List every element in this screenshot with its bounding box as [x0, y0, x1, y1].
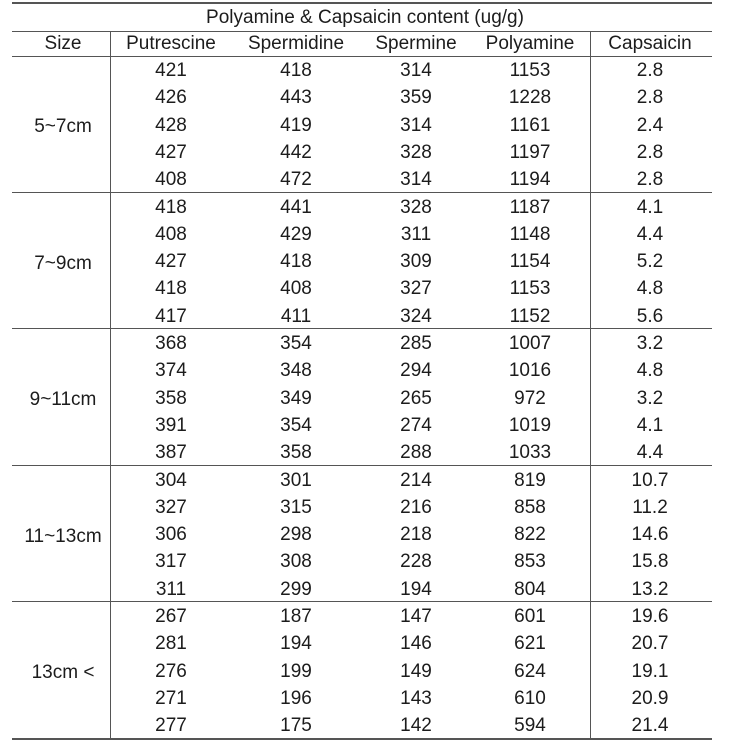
- table-cell: 11.2: [632, 496, 668, 518]
- table-cell: 328: [400, 141, 432, 163]
- table-cell: 5.2: [636, 251, 664, 273]
- table-cell: 143: [400, 687, 432, 709]
- column-divider: [590, 31, 591, 738]
- column-header-spermine: Spermine: [375, 33, 457, 54]
- table-cell: 804: [514, 578, 546, 600]
- table-cell: 142: [400, 715, 432, 737]
- table-cell: 359: [400, 87, 432, 109]
- table-cell: 274: [400, 414, 432, 436]
- table-rule: [12, 31, 712, 32]
- table-cell: 368: [155, 333, 187, 354]
- table-cell: 429: [280, 223, 312, 245]
- table-cell: 822: [514, 524, 546, 546]
- table-cell: 194: [280, 633, 312, 655]
- table-cell: 147: [400, 606, 432, 627]
- table-cell: 819: [514, 469, 546, 491]
- table-cell: 442: [280, 141, 312, 163]
- table-cell: 4.4: [636, 223, 664, 245]
- table-rule: [12, 738, 712, 740]
- table-rule: [12, 328, 712, 329]
- table-cell: 1154: [509, 251, 551, 273]
- table-cell: 19.1: [631, 660, 669, 682]
- column-header-size: Size: [44, 33, 82, 54]
- table-cell: 3.2: [636, 333, 664, 354]
- table-cell: 408: [155, 169, 187, 191]
- table-cell: 309: [400, 251, 432, 273]
- table-cell: 418: [280, 60, 312, 81]
- size-group-label: 11~13cm: [24, 525, 102, 547]
- table-cell: 4.8: [636, 360, 664, 382]
- table-cell: 20.7: [631, 633, 669, 655]
- table-cell: 601: [514, 606, 546, 627]
- column-header-putrescine: Putrescine: [126, 33, 216, 54]
- table-cell: 472: [280, 169, 312, 191]
- table-cell: 1197: [509, 141, 551, 163]
- table-cell: 317: [155, 551, 187, 573]
- size-group-label: 13cm <: [31, 662, 95, 684]
- table-cell: 1016: [508, 360, 552, 382]
- table-cell: 972: [514, 387, 546, 409]
- table-cell: 327: [400, 278, 432, 300]
- table-cell: 14.6: [631, 524, 669, 546]
- table-cell: 277: [155, 715, 187, 737]
- table-cell: 285: [400, 333, 432, 354]
- table-cell: 858: [514, 496, 546, 518]
- table-rule: [12, 2, 712, 4]
- table-cell: 427: [155, 251, 187, 273]
- table-cell: 315: [280, 496, 312, 518]
- table-cell: 146: [400, 633, 432, 655]
- table-cell: 216: [400, 496, 432, 518]
- table-cell: 443: [280, 87, 312, 109]
- table-cell: 419: [280, 114, 312, 136]
- table-cell: 308: [280, 551, 312, 573]
- table-cell: 1152: [509, 305, 551, 327]
- table-cell: 358: [155, 387, 187, 409]
- table-cell: 610: [514, 687, 546, 709]
- table-cell: 418: [155, 278, 187, 300]
- size-group-label: 9~11cm: [29, 389, 97, 411]
- table-cell: 1228: [508, 87, 552, 109]
- table-cell: 13.2: [631, 578, 669, 600]
- column-header-capsaicin: Capsaicin: [608, 33, 692, 54]
- table-cell: 427: [155, 141, 187, 163]
- size-group-label: 5~7cm: [34, 116, 92, 138]
- table-cell: 387: [155, 442, 187, 464]
- table-cell: 374: [155, 360, 187, 382]
- table-cell: 314: [400, 114, 432, 136]
- table-cell: 187: [280, 606, 312, 627]
- table-cell: 228: [400, 551, 432, 573]
- table-cell: 327: [155, 496, 187, 518]
- table-cell: 4.4: [636, 442, 664, 464]
- column-divider: [110, 31, 111, 738]
- table-cell: 328: [400, 196, 432, 218]
- table-cell: 1033: [508, 442, 552, 464]
- table-cell: 1161: [509, 114, 551, 136]
- table-cell: 1194: [509, 169, 551, 191]
- table-cell: 853: [514, 551, 546, 573]
- table-cell: 21.4: [631, 715, 669, 737]
- table-cell: 3.2: [636, 387, 664, 409]
- table-cell: 175: [280, 715, 312, 737]
- table-rule: [12, 465, 712, 466]
- table-cell: 2.4: [636, 114, 664, 136]
- table-cell: 301: [280, 469, 312, 491]
- table-rule: [12, 56, 712, 57]
- table-cell: 311: [400, 223, 432, 245]
- table-cell: 304: [155, 469, 187, 491]
- table-cell: 391: [155, 414, 187, 436]
- table-cell: 4.1: [636, 414, 664, 436]
- table-cell: 1153: [509, 60, 551, 81]
- table-cell: 354: [280, 333, 312, 354]
- table-cell: 265: [400, 387, 432, 409]
- table-cell: 199: [280, 660, 312, 682]
- table-cell: 306: [155, 524, 187, 546]
- table-cell: 418: [280, 251, 312, 273]
- table-cell: 314: [400, 169, 432, 191]
- column-header-spermidine: Spermidine: [247, 33, 345, 54]
- table-title: Polyamine & Capsaicin content (ug/g): [206, 7, 524, 28]
- table-cell: 408: [280, 278, 312, 300]
- table-cell: 281: [155, 633, 187, 655]
- table-cell: 311: [155, 578, 187, 600]
- table-rule: [12, 192, 712, 193]
- table-cell: 267: [155, 606, 187, 627]
- table-cell: 426: [155, 87, 187, 109]
- table-cell: 218: [400, 524, 432, 546]
- table-cell: 15.8: [631, 551, 669, 573]
- table-cell: 5.6: [636, 305, 664, 327]
- table-cell: 294: [400, 360, 432, 382]
- table-cell: 19.6: [631, 606, 669, 627]
- table-cell: 4.8: [636, 278, 664, 300]
- table-cell: 2.8: [636, 60, 664, 81]
- table-cell: 348: [280, 360, 312, 382]
- table-cell: 1007: [508, 333, 552, 354]
- table-cell: 417: [155, 305, 187, 327]
- table-cell: 1148: [509, 223, 551, 245]
- table-cell: 358: [280, 442, 312, 464]
- table-cell: 594: [514, 715, 546, 737]
- table-cell: 271: [155, 687, 187, 709]
- table-cell: 299: [280, 578, 312, 600]
- table-cell: 4.1: [636, 196, 664, 218]
- size-group-label: 7~9cm: [34, 252, 92, 274]
- table-cell: 624: [514, 660, 546, 682]
- table-cell: 441: [280, 196, 312, 218]
- table-cell: 194: [400, 578, 432, 600]
- table-cell: 349: [280, 387, 312, 409]
- table-cell: 1187: [509, 196, 551, 218]
- table-cell: 428: [155, 114, 187, 136]
- table-cell: 2.8: [636, 87, 664, 109]
- table-rule: [12, 601, 712, 602]
- column-header-polyamine: Polyamine: [485, 33, 575, 54]
- table-cell: 408: [155, 223, 187, 245]
- table-cell: 418: [155, 196, 187, 218]
- table-cell: 1153: [509, 278, 551, 300]
- table-cell: 214: [400, 469, 432, 491]
- table-cell: 10.7: [631, 469, 669, 491]
- table-cell: 621: [514, 633, 546, 655]
- table-cell: 411: [280, 305, 312, 327]
- table-cell: 298: [280, 524, 312, 546]
- table-cell: 2.8: [636, 169, 664, 191]
- table-cell: 288: [400, 442, 432, 464]
- table-cell: 2.8: [636, 141, 664, 163]
- table-cell: 324: [400, 305, 432, 327]
- table-cell: 314: [400, 60, 432, 81]
- table-cell: 276: [155, 660, 187, 682]
- table-cell: 354: [280, 414, 312, 436]
- table-cell: 20.9: [631, 687, 669, 709]
- table-cell: 196: [280, 687, 312, 709]
- table-cell: 149: [400, 660, 432, 682]
- table-cell: 1019: [508, 414, 552, 436]
- table-cell: 421: [155, 60, 187, 81]
